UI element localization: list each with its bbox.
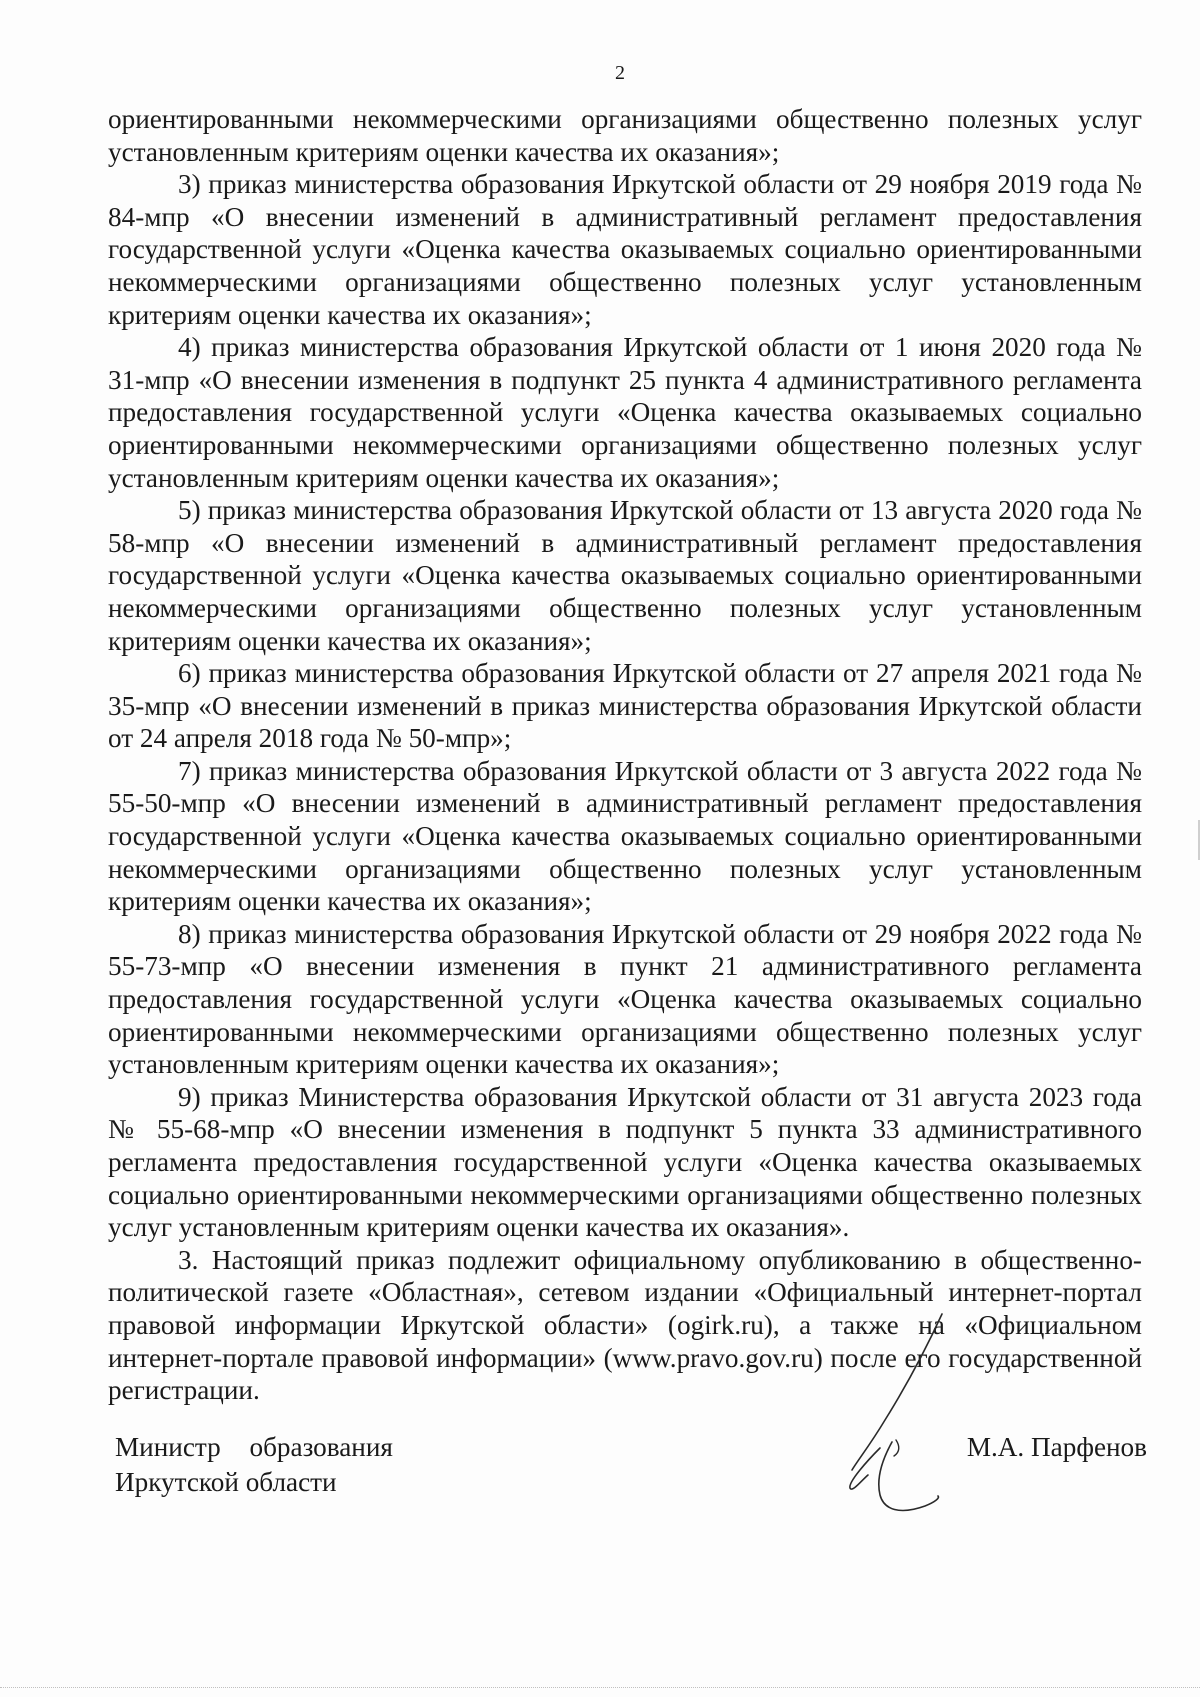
paragraph-item-5: 5) приказ министерства образования Иркутской области от 13 августа 2020 года № 58-мпр «О внесении изменений в административный регламент предоставления государственной услуги «Оценка качества оказываемых социально ориентированными некоммерческими организациями общественно полезных услуг установленным критериям оценки качества их оказания»;	[108, 495, 1142, 656]
paragraph-item-7: 7) приказ министерства образования Иркутской области от 3 августа 2022 года № 55-50-мпр «О внесении изменений в административный регламент предоставления государственной услуги «Оценка качества оказываемых социально ориентированными некоммерческими организациями общественно полезных услуг установленным критериям оценки качества их оказания»;	[108, 755, 1142, 917]
signatory-name: М.А. Парфенов	[966, 1432, 1147, 1462]
scan-bottom-edge	[0, 1687, 1200, 1691]
document-body	[108, 103, 1142, 1407]
paragraph-item-4: 4) приказ министерства образования Иркутской области от 1 июня 2020 года № 31-мпр «О внесении изменения в подпункт 25 пункта 4 административного регламента предоставления государственной услуги «Оценка качества оказываемых социально ориентированными некоммерческими организациями общественно полезных услуг установленным критериям оценки качества их оказания»;	[108, 332, 1142, 493]
paragraph-item-3: 3) приказ министерства образования Иркутской области от 29 ноября 2019 года № 84-мпр «О внесении изменений в административный регламент предоставления государственной услуги «Оценка качества оказываемых социально ориентированными некоммерческими организациями общественно полезных услуг установленным критериям оценки качества их оказания»;	[108, 169, 1142, 330]
signatory-title	[115, 1430, 393, 1500]
paragraph-item-8: 8) приказ министерства образования Иркутской области от 29 ноября 2022 года № 55-73-мпр «О внесении изменения в пункт 21 административного регламента предоставления государственной услуги «Оценка качества оказываемых социально ориентированными некоммерческими организациями общественно полезных услуг установленным критериям оценки качества их оказания»;	[108, 918, 1142, 1080]
paragraph-clause-3: 3. Настоящий приказ подлежит официальному опубликованию в общественно-политической газете «Областная», сетевом издании «Официальный интернет-портал правовой информации Иркутской области» (ogirk.ru), а также на «Официальном интернет-портале правовой информации» (www.pravo.gov.ru) после его государственной регистрации.	[108, 1244, 1142, 1406]
signatory-title-line-1: Министр образования	[115, 1432, 393, 1462]
handwritten-signature-icon	[840, 1310, 1000, 1540]
paragraph-continuation: ориентированными некоммерческими организациями общественно полезных услуг установленным критериям оценки качества их оказания»;	[108, 104, 1142, 167]
signatory-title-line-2: Иркутской области	[115, 1467, 337, 1497]
page-number: 2	[615, 62, 625, 84]
paragraph-item-9: 9) приказ Министерства образования Иркутской области от 31 августа 2023 года № 55-68-мпр «О внесении изменения в подпункт 5 пункта 33 административного регламента предоставления государственной услуги «Оценка качества оказываемых социально ориентированными некоммерческими организациями общественно полезных услуг установленным критериям оценки качества их оказания».	[108, 1081, 1142, 1243]
paragraph-item-6: 6) приказ министерства образования Иркутской области от 27 апреля 2021 года № 35-мпр «О внесении изменений в приказ министерства образования Иркутской области от 24 апреля 2018 года № 50-мпр»;	[108, 658, 1142, 754]
